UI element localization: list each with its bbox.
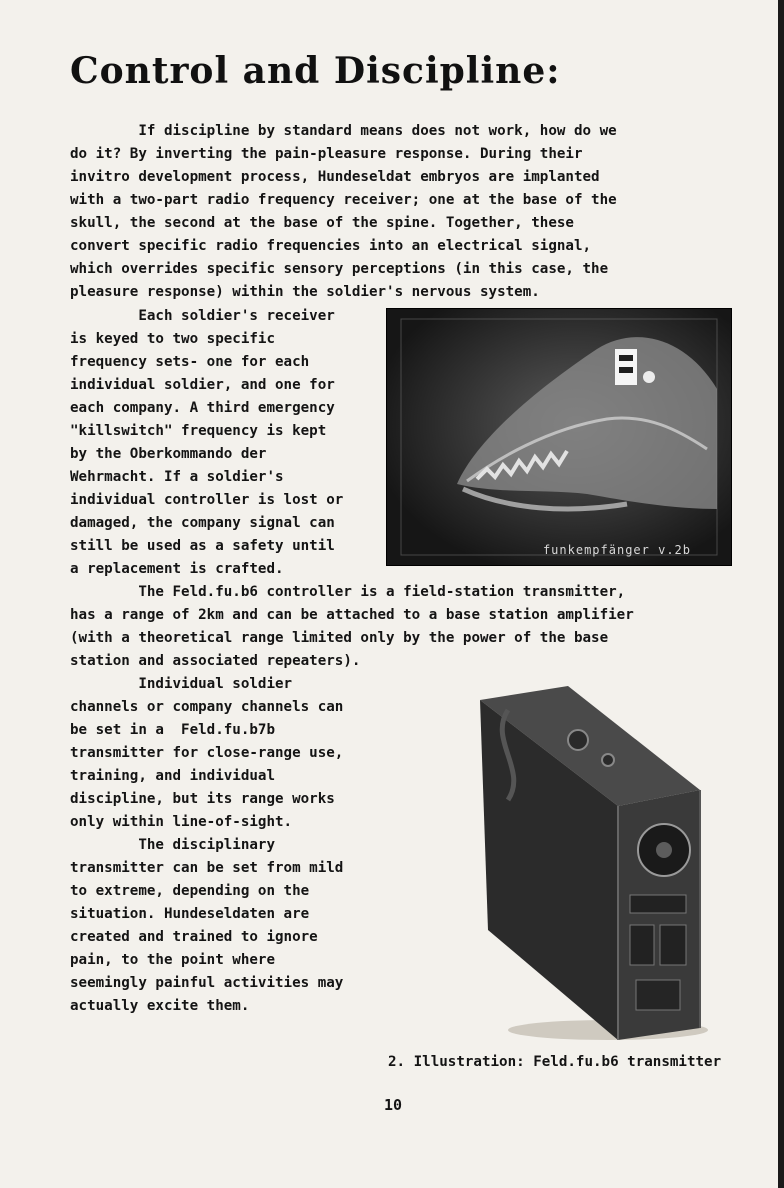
page-number: 10	[384, 1096, 403, 1114]
transmitter-illustration	[468, 680, 718, 1045]
paragraph-channels: Individual soldier channels or company channels can be set in a Feld.fu.b7b transmitter for close-range use, training, and individual discipline, but its range works only within line-of-sight.	[70, 676, 344, 830]
xray-image	[386, 308, 732, 566]
paragraph-controller: The Feld.fu.b6 controller is a field-station transmitter, has a range of 2km and can be attached to a base station amplifier (with a theoretical range limited only by the power of the base station and associated repeaters).	[70, 584, 634, 669]
image-caption: 2. Illustration: Feld.fu.b6 transmitter	[388, 1054, 722, 1070]
page-edge	[778, 0, 784, 1188]
paragraph-receiver: Each soldier's receiver is keyed to two specific frequency sets- one for each individual soldier, and one for each company. A third emergency "killswitch" frequency is kept by the Oberkommando der Wehrmacht. If a soldier's individual controller is lost or damaged, the company signal can still be used as a safety until a replacement is crafted.	[70, 308, 344, 577]
xray-label: funkempfänger v.2b	[542, 543, 691, 557]
page-title: Control and Discipline:	[70, 50, 561, 92]
transmitter-image	[468, 680, 718, 1045]
paragraph-disciplinary: The disciplinary transmitter can be set from mild to extreme, depending on the situation. Hundeseldaten are created and trained to ignore pain, to the point where seemingly painful activities may actually excite them.	[70, 837, 344, 1014]
paragraph-intro: If discipline by standard means does not work, how do we do it? By inverting the pain-pleasure response. During their invitro development process, Hundeseldat embryos are implanted with a two-part radio frequency receiver; one at the base of the skull, the second at the base of the spine. Together, these convert specific radio frequencies into an electrical signal, which overrides specific sensory perceptions (in this case, the pleasure response) within the soldier's nervous system.	[70, 123, 617, 300]
xray-skull-illustration	[387, 309, 731, 565]
